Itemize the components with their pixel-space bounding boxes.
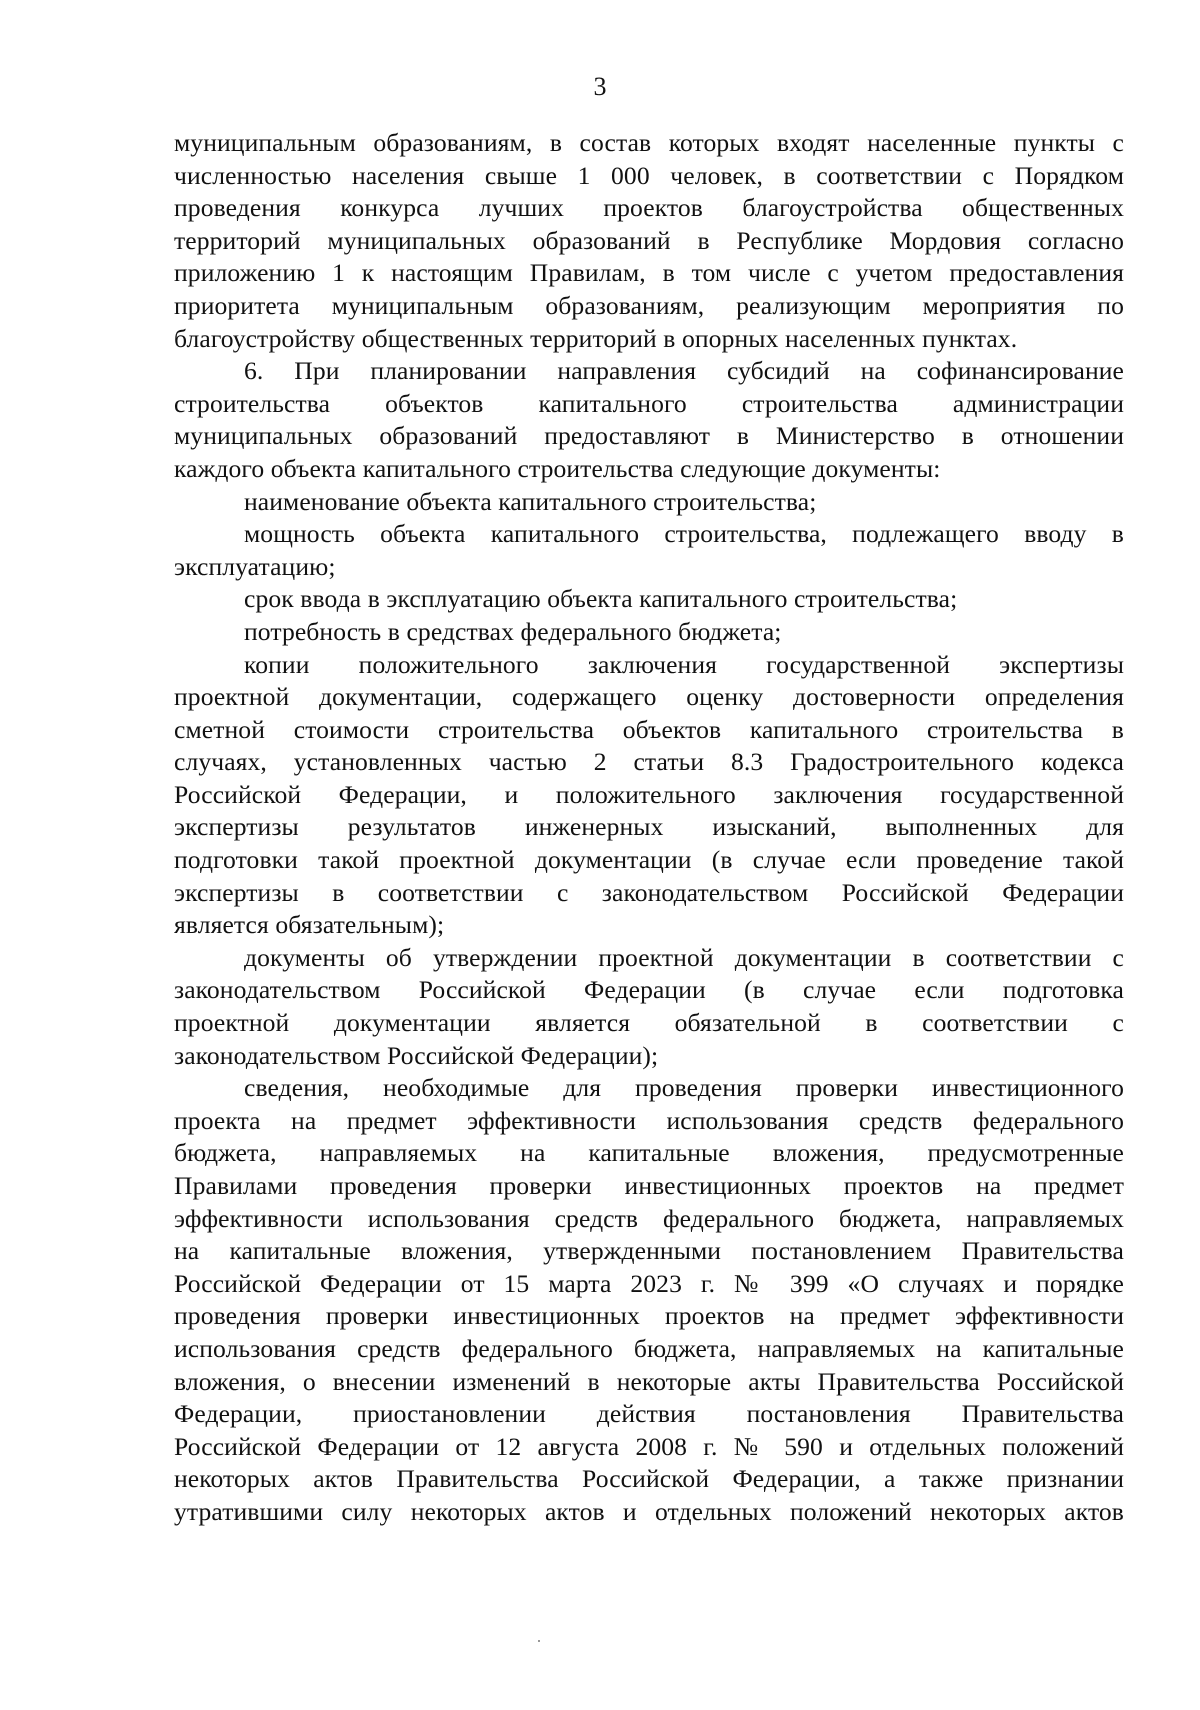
text-line: мощность объекта капитального строительства, подлежащего вводу в — [244, 519, 1124, 549]
text-line: проектной документации является обязательной в соответствии с — [174, 1008, 1124, 1038]
text-line: Российской Федерации, и положительного заключения государственной — [174, 779, 1124, 809]
text-line: некоторых актов Правительства Российской Федерации, а также признании — [174, 1464, 1124, 1494]
text-line: территорий муниципальных образований в Республике Мордовия согласно — [174, 225, 1124, 255]
text-line: проекта на предмет эффективности использования средств федерального — [174, 1105, 1124, 1135]
text-line: случаях, установленных частью 2 статьи 8.3 Градостроительного кодекса — [174, 747, 1124, 777]
text-line: документы об утверждении проектной документации в соответствии с — [244, 942, 1124, 972]
text-line: подготовки такой проектной документации (в случае если проведение такой — [174, 845, 1124, 875]
text-line: законодательством Российской Федерации (в случае если подготовка — [174, 975, 1124, 1005]
text-line: эксплуатацию; — [174, 551, 336, 581]
text-line: потребность в средствах федерального бюджета; — [244, 616, 782, 646]
text-line: законодательством Российской Федерации); — [174, 1040, 659, 1070]
text-line: приоритета муниципальным образованиям, реализующим мероприятия по — [174, 290, 1124, 320]
text-line: численностью населения свыше 1 000 человек, в соответствии с Порядком — [174, 160, 1124, 190]
text-line: наименование объекта капитального строительства; — [244, 486, 817, 516]
text-line: муниципальных образований предоставляют в Министерство в отношении — [174, 421, 1124, 451]
text-line: срок ввода в эксплуатацию объекта капитального строительства; — [244, 584, 958, 614]
text-line: проведения проверки инвестиционных проектов на предмет эффективности — [174, 1301, 1124, 1331]
scan-speck — [538, 1640, 540, 1642]
text-line: приложению 1 к настоящим Правилам, в том числе с учетом предоставления — [174, 258, 1124, 288]
text-line: 6. При планировании направления субсидий на софинансирование — [244, 356, 1124, 386]
text-line: муниципальным образованиям, в состав которых входят населенные пункты с — [174, 128, 1124, 157]
text-line: проектной документации, содержащего оценку достоверности определения — [174, 682, 1124, 712]
page-number: 3 — [593, 72, 607, 101]
text-line: Российской Федерации от 12 августа 2008 г. № 590 и отдельных положений — [174, 1431, 1124, 1461]
text-line: Российской Федерации от 15 марта 2023 г. № 399 «О случаях и порядке — [174, 1268, 1124, 1298]
text-line: каждого объекта капитального строительства следующие документы: — [174, 453, 941, 483]
text-line: эффективности использования средств федерального бюджета, направляемых — [174, 1203, 1124, 1233]
text-line: строительства объектов капитального строительства администрации — [174, 388, 1124, 418]
text-line: бюджета, направляемых на капитальные вложения, предусмотренные — [174, 1138, 1124, 1168]
text-line: на капитальные вложения, утвержденными постановлением Правительства — [174, 1236, 1124, 1266]
text-line: проведения конкурса лучших проектов благоустройства общественных — [174, 193, 1124, 223]
text-line: использования средств федерального бюджета, направляемых на капитальные — [174, 1333, 1124, 1363]
text-line: сметной стоимости строительства объектов капитального строительства в — [174, 714, 1124, 744]
document-body — [174, 127, 1124, 1529]
text-line: копии положительного заключения государственной экспертизы — [244, 649, 1124, 679]
text-line: экспертизы результатов инженерных изысканий, выполненных для — [174, 812, 1124, 842]
text-line: экспертизы в соответствии с законодательством Российской Федерации — [174, 877, 1124, 907]
text-line: Правилами проведения проверки инвестиционных проектов на предмет — [174, 1171, 1124, 1200]
text-line: сведения, необходимые для проведения проверки инвестиционного — [244, 1073, 1124, 1103]
text-line: Федерации, приостановлении действия постановления Правительства — [174, 1399, 1124, 1429]
text-line: является обязательным); — [174, 910, 445, 940]
text-line: утратившими силу некоторых актов и отдельных положений некоторых актов — [174, 1496, 1124, 1526]
text-line: благоустройству общественных территорий в опорных населенных пунктах. — [174, 323, 1018, 353]
text-line: вложения, о внесении изменений в некоторые акты Правительства Российской — [174, 1366, 1124, 1396]
